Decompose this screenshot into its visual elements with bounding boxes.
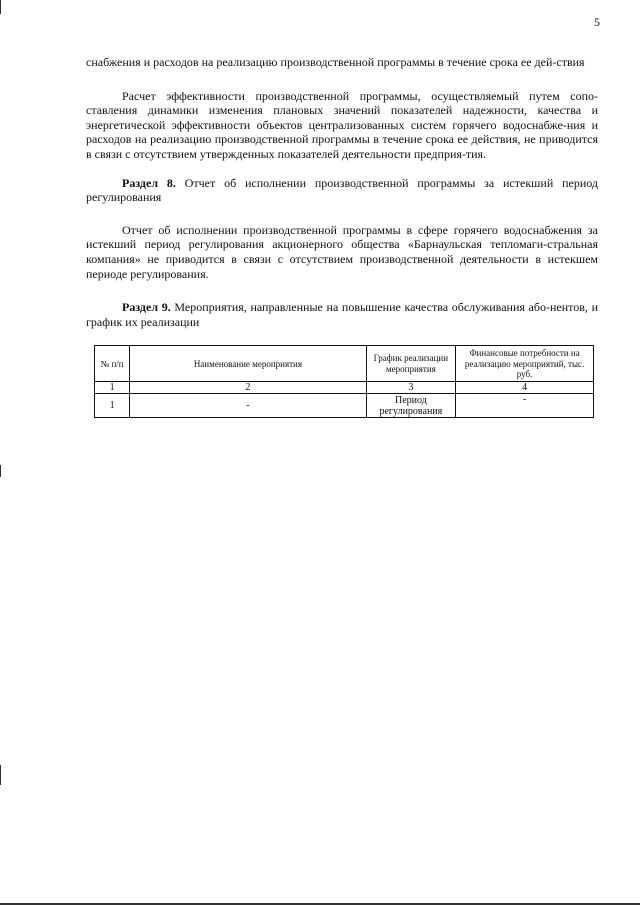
numbering-cell: 2 <box>130 382 366 394</box>
section-9-label: Раздел 9. <box>122 300 171 315</box>
paragraph-report: Отчет об исполнении производственной программы в сфере горячего водоснабжения за истекший период регулирования акционерного общества «Барнаульская тепломаги-стральная компания» не приводится в связи с отсутствием производственной деятельности в истекшем периоде регулирования. <box>86 222 598 281</box>
scan-edge-mark <box>0 465 1 477</box>
row-number-cell: 1 <box>95 394 130 418</box>
numbering-cell: 1 <box>95 382 130 394</box>
section-9-title: Мероприятия, направленные на повышение качества обслуживания або-нентов, и график их реализации <box>86 300 598 329</box>
financing-cell: - <box>456 394 594 418</box>
measure-name-cell: - <box>130 394 366 418</box>
document-body <box>86 55 598 418</box>
numbering-cell: 3 <box>366 382 456 394</box>
paragraph-continuation: снабжения и расходов на реализацию производственной программы в течение срока ее дей-ствия <box>86 55 585 69</box>
header-financing: Финансовые потребности на реализацию мероприятий, тыс. руб. <box>456 346 594 382</box>
table-numbering-row <box>95 382 594 394</box>
page-number: 5 <box>594 15 600 29</box>
section-8-title: Отчет об исполнении производственной программы за истекший период регулирования <box>86 175 598 205</box>
section-8-heading <box>86 176 598 205</box>
scan-edge-mark <box>0 765 1 785</box>
header-schedule: График реализации мероприятия <box>366 346 456 382</box>
scan-edge-mark <box>0 0 1 14</box>
measures-table <box>94 345 594 418</box>
header-number: № п/п <box>95 346 130 382</box>
schedule-cell: Период регулирования <box>366 394 456 418</box>
numbering-cell: 4 <box>456 382 594 394</box>
header-measure-name: Наименование мероприятия <box>130 346 366 382</box>
section-8-label: Раздел 8. <box>122 175 176 190</box>
table-row <box>95 394 594 418</box>
section-9-heading <box>86 300 598 329</box>
paragraph-efficiency: Расчет эффективности производственной программы, осуществляемый путем сопо-ставления динамики изменения плановых значений показателей надежности, качества и энергетической эффективности объектов централизованных систем горячего водоснабже-ния и расходов на реализацию производственной программы в течение срока ее действия, не приводится в связи с отсутствием утвержденных показателей деятельности предприя-тия. <box>86 88 598 161</box>
table-header-row <box>95 346 594 382</box>
